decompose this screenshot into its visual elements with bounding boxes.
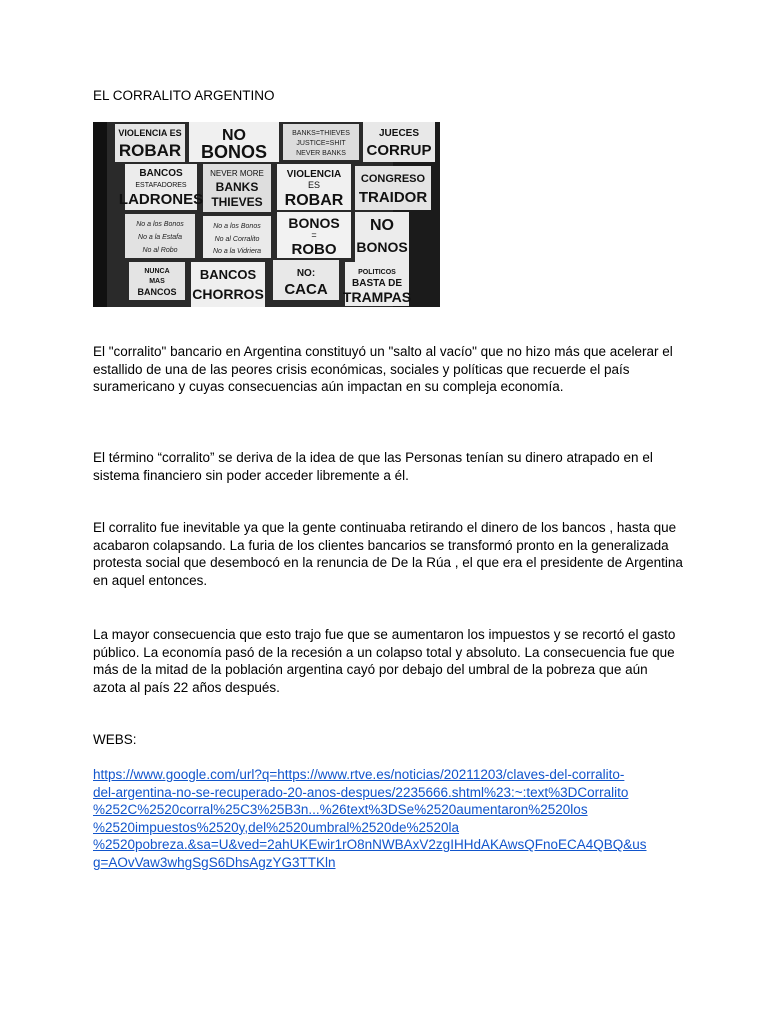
svg-text:JUECES: JUECES bbox=[378, 128, 420, 139]
svg-text:ESTAFADORES: ESTAFADORES bbox=[135, 182, 187, 189]
protest-signs-photo bbox=[93, 122, 440, 307]
svg-text:NUNCA: NUNCA bbox=[144, 268, 170, 275]
svg-text:CORRUP: CORRUP bbox=[366, 142, 432, 159]
web-link-line-2[interactable]: del-argentina-no-se-recuperado-20-anos-despues/2235666.shtml%23:~:text%3DCorralito bbox=[93, 784, 629, 800]
svg-text:THIEVES: THIEVES bbox=[211, 195, 263, 209]
web-link[interactable] bbox=[93, 766, 693, 872]
svg-text:BASTA DE: BASTA DE bbox=[352, 278, 402, 289]
svg-text:CACA: CACA bbox=[284, 281, 328, 298]
svg-text:VIOLENCIA: VIOLENCIA bbox=[286, 169, 342, 180]
svg-text:ROBAR: ROBAR bbox=[284, 192, 344, 209]
svg-text:No a la Estafa: No a la Estafa bbox=[138, 234, 182, 241]
svg-text:No a la Vidriera: No a la Vidriera bbox=[212, 248, 262, 255]
svg-text:NO: NO bbox=[370, 217, 394, 234]
svg-text:CONGRESO: CONGRESO bbox=[360, 173, 426, 185]
svg-text:No al Corralito: No al Corralito bbox=[214, 236, 260, 243]
svg-text:ROBO: ROBO bbox=[291, 241, 337, 258]
svg-text:BANCOS: BANCOS bbox=[139, 168, 183, 179]
svg-text:MAS: MAS bbox=[149, 278, 165, 285]
svg-text:ES: ES bbox=[307, 180, 321, 190]
svg-text:BANKS=THIEVES: BANKS=THIEVES bbox=[292, 130, 350, 137]
svg-text:BONOS: BONOS bbox=[356, 239, 408, 255]
svg-text:BANCOS: BANCOS bbox=[199, 267, 257, 282]
svg-text:No a los Bonos: No a los Bonos bbox=[213, 223, 261, 230]
svg-text:NO:: NO: bbox=[296, 268, 316, 279]
svg-text:BONOS: BONOS bbox=[200, 142, 268, 162]
paragraph-3: El corralito fue inevitable ya que la gente continuaba retirando el dinero de los bancos , hasta que acabaron colapsando. La furia de los clientes bancarios se transformó pronto en la generalizada protesta social que desembocó en la renuncia de De la Rúa , el que era el presidente de Argentina en aquel entonces. bbox=[93, 520, 683, 588]
svg-text:BANCOS: BANCOS bbox=[137, 287, 177, 297]
svg-text:JUSTICE=SHIT: JUSTICE=SHIT bbox=[296, 140, 346, 147]
svg-text:NEVER MORE: NEVER MORE bbox=[210, 169, 264, 178]
svg-text:NO: NO bbox=[222, 127, 246, 144]
svg-text:VIOLENCIA ES: VIOLENCIA ES bbox=[118, 128, 182, 138]
svg-text:No al Robo: No al Robo bbox=[142, 247, 178, 254]
svg-text:NEVER BANKS: NEVER BANKS bbox=[296, 150, 346, 157]
paragraph-1: El "corralito" bancario en Argentina constituyó un "salto al vacío" que no hizo más que acelerar el estallido de una de las peores crisis económicas, sociales y políticas que recuerde el país suramericano y cuyas consecuencias aún impactan en su compleja economía. bbox=[93, 344, 673, 395]
svg-text:LADRONES: LADRONES bbox=[118, 191, 204, 208]
web-link-line-1[interactable]: https://www.google.com/url?q=https://www.rtve.es/noticias/20211203/claves-del-corralito- bbox=[93, 767, 625, 782]
svg-text:TRAIDOR: TRAIDOR bbox=[358, 189, 428, 206]
svg-text:=: = bbox=[311, 230, 317, 240]
paragraph-2: El término “corralito” se deriva de la idea de que las Personas tenían su dinero atrapado en el sistema financiero sin poder acceder libremente a él. bbox=[93, 450, 653, 483]
svg-text:No a los Bonos: No a los Bonos bbox=[136, 221, 184, 228]
svg-text:POLITICOS: POLITICOS bbox=[358, 269, 396, 276]
web-link-line-5[interactable]: %2520pobreza.&sa=U&ved=2ahUKEwir1rO8nNWBAxV2zgIHHdAKAwsQFnoECA4QBQ&us bbox=[93, 837, 647, 853]
web-link-line-3[interactable]: %252C%2520corral%25C3%25B3n...%26text%3DSe%2520aumentaron%2520los bbox=[93, 802, 588, 818]
svg-text:BONOS: BONOS bbox=[288, 215, 340, 231]
svg-text:ROBAR: ROBAR bbox=[118, 141, 182, 160]
document-title: EL CORRALITO ARGENTINO bbox=[93, 88, 275, 103]
web-link-line-6[interactable]: g=AOvVaw3whgSgS6DhsAgzYG3TTKln bbox=[93, 854, 336, 870]
svg-text:CHORROS: CHORROS bbox=[192, 286, 264, 302]
web-link-line-4[interactable]: %2520impuestos%2520y,del%2520umbral%2520de%2520la bbox=[93, 819, 460, 835]
svg-text:BANKS: BANKS bbox=[215, 180, 259, 194]
webs-label: WEBS: bbox=[93, 732, 137, 747]
svg-text:TRAMPAS: TRAMPAS bbox=[342, 289, 412, 305]
paragraph-4: La mayor consecuencia que esto trajo fue que se aumentaron los impuestos y se recortó el gasto público. La economía pasó de la recesión a un colapso total y absoluto. La consecuencia fue que más de la mitad de la población argentina cayó por debajo del umbral de la pobreza que aún azota al país 22 años después. bbox=[93, 627, 676, 695]
